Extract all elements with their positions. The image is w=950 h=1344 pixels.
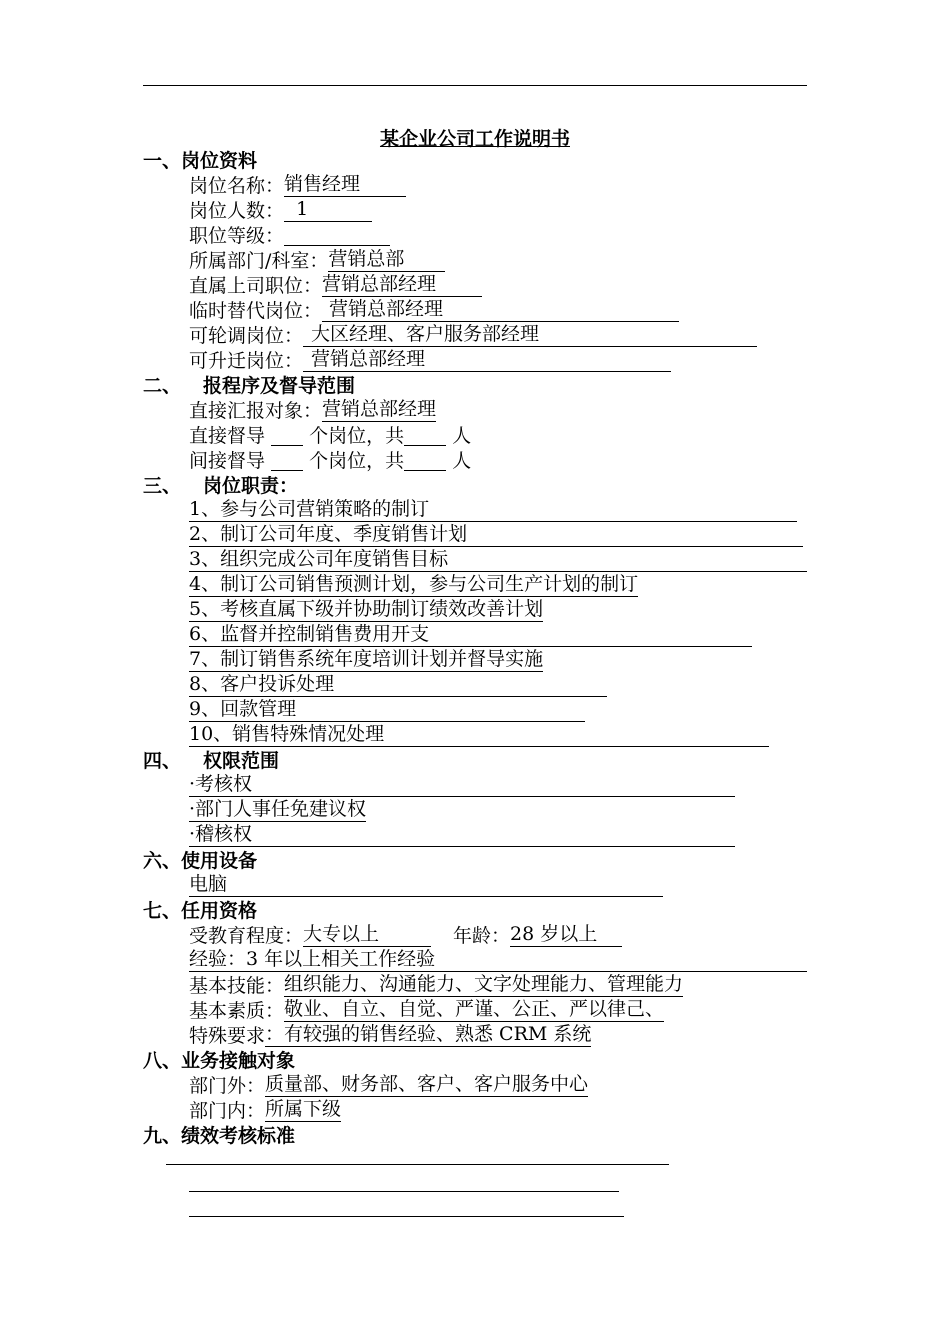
duty-item: 10、销售特殊情况处理 — [189, 724, 769, 749]
substitute-value: 营销总部经理 — [322, 299, 679, 322]
internal-contacts-value: 所属下级 — [265, 1098, 342, 1120]
age-value: 28 岁以上 — [510, 924, 622, 947]
skills-row: 基本技能：组织能力、沟通能力、文字处理能力、管理能力 — [189, 973, 684, 997]
section-6-heading: 六、使用设备 — [143, 850, 258, 872]
superior-row: 直属上司职位：营销总部经理 — [189, 274, 482, 299]
duty-item: 4、制订公司销售预测计划，参与公司生产计划的制订 — [189, 573, 639, 595]
position-count-row: 岗位人数： 1 — [189, 199, 372, 224]
experience-row: 经验：3 年以上相关工作经验 — [189, 949, 807, 974]
promote-row: 可升迁岗位： 营销总部经理 — [189, 349, 671, 374]
position-name-row: 岗位名称：销售经理 — [189, 174, 406, 199]
education-value: 大专以上 — [303, 924, 431, 947]
department-row: 所属部门/科室：营销总部 — [189, 249, 445, 274]
qualities-value: 敬业、自立、自觉、严谨、公正、严以律己、 — [284, 998, 665, 1020]
direct-people-blank — [404, 424, 446, 446]
special-requirements-row: 特殊要求：有较强的销售经验、熟悉 CRM 系统 — [189, 1023, 592, 1047]
external-contacts-value: 质量部、财务部、客户、客户服务中心 — [265, 1073, 589, 1095]
grade-blank — [284, 224, 390, 246]
skills-value: 组织能力、沟通能力、文字处理能力、管理能力 — [284, 973, 684, 995]
section-4-heading: 四、 权限范围 — [143, 750, 280, 772]
position-name-value: 销售经理 — [284, 174, 406, 197]
duty-item: 8、客户投诉处理 — [189, 674, 607, 699]
position-count-value: 1 — [284, 199, 372, 222]
indirect-supervise-row: 间接督导 个岗位，共 人 — [189, 450, 472, 472]
external-contacts-row: 部门外：质量部、财务部、客户、客户服务中心 — [189, 1073, 589, 1097]
duty-item: 9、回款管理 — [189, 699, 585, 724]
section-2-heading: 二、 报程序及督导范围 — [143, 375, 356, 397]
report-value: 营销总部经理 — [322, 398, 437, 420]
equipment-value: 电脑 — [189, 874, 663, 897]
superior-value: 营销总部经理 — [322, 274, 482, 297]
grade-row: 职位等级： — [189, 224, 390, 249]
qualities-row: 基本素质：敬业、自立、自觉、严谨、公正、严以律己、 — [189, 998, 665, 1022]
indirect-positions-blank — [271, 449, 303, 471]
duty-item: 5、考核直属下级并协助制订绩效改善计划 — [189, 598, 544, 620]
authority-item: ·部门人事任免建议权 — [189, 798, 367, 820]
duty-item: 6、监督并控制销售费用开支 — [189, 624, 752, 649]
direct-supervise-row: 直接督导 个岗位，共 人 — [189, 425, 472, 447]
special-requirements-value: ：有较强的销售经验、熟悉 CRM 系统 — [265, 1023, 592, 1045]
duty-item: 3、组织完成公司年度销售目标 — [189, 549, 807, 574]
authority-item: ·稽核权 — [189, 824, 735, 849]
indirect-people-blank — [404, 449, 446, 471]
duty-item: 1、参与公司营销策略的制订 — [189, 499, 797, 524]
rotate-value: 大区经理、客户服务部经理 — [303, 324, 757, 347]
section-7-heading: 七、任用资格 — [143, 900, 258, 922]
promote-value: 营销总部经理 — [303, 349, 671, 372]
rotate-row: 可轮调岗位： 大区经理、客户服务部经理 — [189, 324, 757, 349]
section-9-heading: 九、绩效考核标准 — [143, 1125, 296, 1147]
duty-item: 7、制订销售系统年度培训计划并督导实施 — [189, 648, 544, 670]
report-row: 直接汇报对象：营销总部经理 — [189, 398, 437, 422]
section-8-heading: 八、业务接触对象 — [143, 1050, 296, 1072]
section-3-heading: 三、 岗位职责： — [143, 475, 299, 497]
equipment-row — [189, 874, 663, 899]
kpi-blank-line — [189, 1216, 624, 1217]
department-value: 营销总部 — [328, 249, 445, 272]
substitute-row: 临时替代岗位： 营销总部经理 — [189, 299, 679, 324]
education-age-row: 受教育程度：大专以上 年龄：28 岁以上 — [189, 924, 622, 949]
internal-contacts-row: 部门内：所属下级 — [189, 1098, 342, 1122]
section-1-heading: 一、岗位资料 — [143, 150, 258, 172]
kpi-blank-line — [189, 1191, 619, 1192]
header-rule — [143, 85, 807, 86]
kpi-blank-line — [166, 1164, 669, 1165]
authority-item: ·考核权 — [189, 774, 735, 799]
document-title: 某企业公司工作说明书 — [379, 128, 570, 150]
direct-positions-blank — [271, 424, 303, 446]
duty-item: 2、制订公司年度、季度销售计划 — [189, 524, 803, 549]
